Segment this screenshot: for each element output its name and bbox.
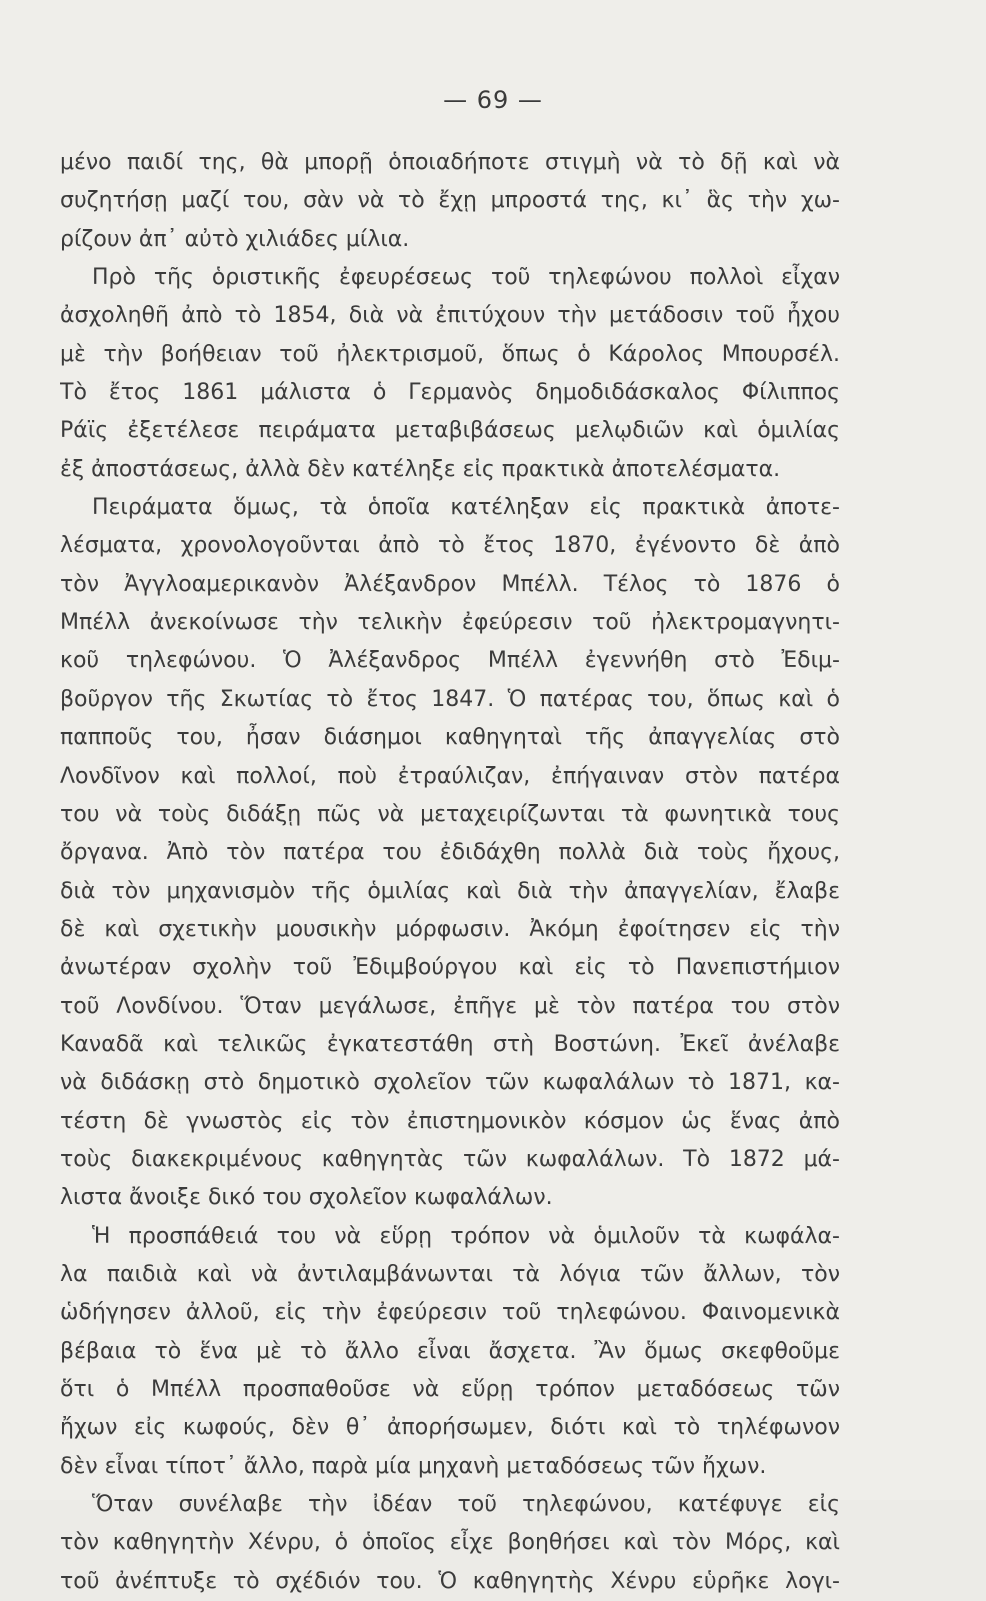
- text-line: βέβαια τὸ ἕνα μὲ τὸ ἄλλο εἶναι ἄσχετα. Ἂν ὅμως σκεφθοῦμε: [60, 1338, 840, 1364]
- text-line: Λονδῖνον καὶ πολλοί, ποὺ ἐτραύλιζαν, ἐπήγαιναν στὸν πατέρα: [60, 763, 840, 789]
- text-line: Πειράματα ὅμως, τὰ ὁποῖα κατέληξαν εἰς πρακτικὰ ἀποτε-: [92, 495, 840, 521]
- text-line: λα παιδιὰ καὶ νὰ ἀντιλαμβάνωνται τὰ λόγια τῶν ἄλλων, τὸν: [60, 1261, 840, 1287]
- text-line: λιστα ἄνοιξε δικό του σχολεῖον κωφαλάλων.: [60, 1185, 553, 1211]
- text-line: κοῦ τηλεφώνου. Ὁ Ἀλέξανδρος Μπέλλ ἐγεννήθη στὸ Ἐδιμ-: [60, 648, 840, 674]
- text-line: μένο παιδί της, θὰ μπορῇ ὁποιαδήποτε στιγμὴ νὰ τὸ δῇ καὶ νὰ: [60, 150, 840, 175]
- text-line: τοὺς διακεκριμένους καθηγητὰς τῶν κωφαλάλων. Τὸ 1872 μά-: [60, 1146, 840, 1172]
- text-line: νὰ διδάσκῃ στὸ δημοτικὸ σχολεῖον τῶν κωφαλάλων τὸ 1871, κα-: [60, 1070, 840, 1096]
- text-line: δὲν εἶναι τίποτ᾽ ἄλλο, παρὰ μία μηχανὴ μεταδόσεως τῶν ἤχων.: [60, 1453, 767, 1479]
- text-line: παπποῦς του, ἦσαν διάσημοι καθηγηταὶ τῆς ἀπαγγελίας στὸ: [60, 725, 840, 751]
- text-line: βοῦργον τῆς Σκωτίας τὸ ἔτος 1847. Ὁ πατέρας του, ὅπως καὶ ὁ: [60, 686, 840, 712]
- text-line: ἤχων εἰς κωφούς, δὲν θ᾽ ἀπορήσωμεν, διότι καὶ τὸ τηλέφωνον: [60, 1415, 840, 1441]
- text-line: ἐξ ἀποστάσεως, ἀλλὰ δὲν κατέληξε εἰς πρακτικὰ ἀποτελέσματα.: [60, 456, 781, 482]
- text-line: ρίζουν ἀπ᾽ αὐτὸ χιλιάδες μίλια.: [60, 226, 410, 252]
- text-line: συζητήσῃ μαζί του, σὰν νὰ τὸ ἔχῃ μπροστά της, κι᾽ ἃς τὴν χω-: [60, 188, 840, 214]
- text-line: μὲ τὴν βοήθειαν τοῦ ἠλεκτρισμοῦ, ὅπως ὁ Κάρολος Μπουρσέλ.: [60, 341, 840, 367]
- text-line: διὰ τὸν μηχανισμὸν τῆς ὁμιλίας καὶ διὰ τὴν ἀπαγγελίαν, ἔλαβε: [60, 878, 840, 904]
- page-number: — 69 —: [443, 86, 543, 114]
- text-line: Τὸ ἔτος 1861 μάλιστα ὁ Γερμανὸς δημοδιδάσκαλος Φίλιππος: [60, 380, 840, 406]
- text-line: τέστη δὲ γνωστὸς εἰς τὸν ἐπιστημονικὸν κόσμον ὡς ἕνας ἀπὸ: [60, 1108, 840, 1134]
- text-line: τὸν Ἀγγλοαμερικανὸν Ἀλέξανδρον Μπέλλ. Τέλος τὸ 1876 ὁ: [60, 571, 840, 597]
- text-line: Πρὸ τῆς ὁριστικῆς ἐφευρέσεως τοῦ τηλεφώνου πολλοὶ εἶχαν: [92, 265, 840, 291]
- text-line: λέσματα, χρονολογοῦνται ἀπὸ τὸ ἔτος 1870, ἐγένοντο δὲ ἀπὸ: [60, 533, 840, 559]
- text-line: δὲ καὶ σχετικὴν μουσικὴν μόρφωσιν. Ἀκόμη ἐφοίτησεν εἰς τὴν: [60, 916, 840, 942]
- text-line: του νὰ τοὺς διδάξῃ πῶς νὰ μεταχειρίζωνται τὰ φωνητικὰ τους: [60, 801, 840, 827]
- text-line: ὅτι ὁ Μπέλλ προσπαθοῦσε νὰ εὕρῃ τρόπον μεταδόσεως τῶν: [60, 1377, 840, 1402]
- text-line: Ράϊς ἐξετέλεσε πειράματα μεταβιβάσεως μελῳδιῶν καὶ ὁμιλίας: [60, 418, 840, 444]
- text-line: τὸν καθηγητὴν Χένρυ, ὁ ὁποῖος εἶχε βοηθήσει καὶ τὸν Μόρς, καὶ: [60, 1530, 840, 1556]
- text-line: ἀσχοληθῆ ἀπὸ τὸ 1854, διὰ νὰ ἐπιτύχουν τὴν μετάδοσιν τοῦ ἦχου: [60, 303, 840, 329]
- text-line: τοῦ ἀνέπτυξε τὸ σχέδιόν του. Ὁ καθηγητὴς Χένρυ εὑρῆκε λογι-: [60, 1568, 840, 1594]
- text-line: Ἡ προσπάθειά του νὰ εὕρῃ τρόπον νὰ ὁμιλοῦν τὰ κωφάλα-: [92, 1223, 840, 1249]
- text-line: ἀνωτέραν σχολὴν τοῦ Ἐδιμβούργου καὶ εἰς τὸ Πανεπιστήμιον: [60, 955, 840, 981]
- text-line: Καναδᾶ καὶ τελικῶς ἐγκατεστάθη στὴ Βοστώνη. Ἐκεῖ ἀνέλαβε: [60, 1031, 840, 1057]
- text-line: ὡδήγησεν ἀλλοῦ, εἰς τὴν ἐφεύρεσιν τοῦ τηλεφώνου. Φαινομενικὰ: [60, 1300, 840, 1326]
- text-line: τοῦ Λονδίνου. Ὅταν μεγάλωσε, ἐπῆγε μὲ τὸν πατέρα του στὸν: [60, 993, 840, 1019]
- text-line: Μπέλλ ἀνεκοίνωσε τὴν τελικὴν ἐφεύρεσιν τοῦ ἠλεκτρομαγνητι-: [60, 610, 840, 636]
- text-line: Ὅταν συνέλαβε τὴν ἰδέαν τοῦ τηλεφώνου, κατέφυγε εἰς: [92, 1492, 840, 1518]
- text-line: ὄργανα. Ἀπὸ τὸν πατέρα του ἐδιδάχθη πολλὰ διὰ τοὺς ἤχους,: [60, 840, 840, 866]
- body-text: [60, 144, 840, 1601]
